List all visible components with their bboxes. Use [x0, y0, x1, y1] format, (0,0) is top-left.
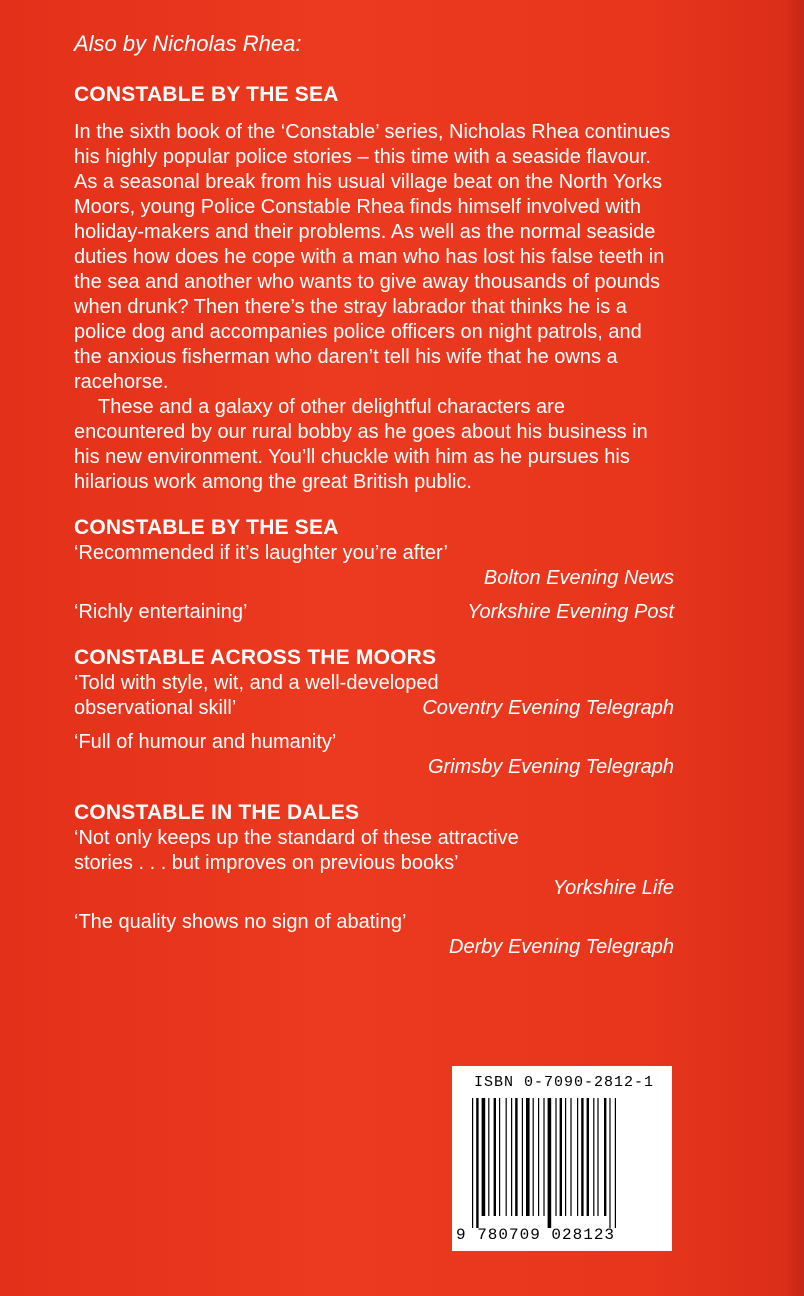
review-quote-continued: observational skill’ [74, 697, 237, 719]
barcode-bar [565, 1098, 566, 1216]
review-source: Coventry Evening Telegraph [422, 697, 674, 719]
barcode-bar [538, 1098, 539, 1216]
barcode-bar [560, 1098, 562, 1216]
barcode-bar [570, 1098, 571, 1216]
blurb-paragraph-2: These and a galaxy of other delightful characters are encountered by our rural bobby as he goes about his business in his new environment. You’ll chuckle with him as he pursues his hilarious work among the great British public. [74, 396, 648, 493]
barcode-bar [511, 1098, 512, 1216]
review-quote: ‘Richly entertaining’ [74, 601, 248, 623]
barcode-bar [587, 1098, 589, 1216]
review-source: Yorkshire Evening Post [467, 601, 674, 623]
cover-edge-shade [786, 0, 804, 1296]
review-row [74, 696, 674, 721]
review-quote: ‘Told with style, wit, and a well-developed [74, 672, 439, 694]
barcode-bar [581, 1098, 583, 1216]
barcode-bar [506, 1098, 507, 1216]
barcode-bar [543, 1098, 544, 1216]
barcode-bar [593, 1098, 594, 1216]
review-source: Derby Evening Telegraph [449, 936, 674, 958]
review-title: CONSTABLE ACROSS THE MOORS [74, 646, 437, 669]
barcode-bar [533, 1098, 534, 1216]
barcode-bar [522, 1098, 523, 1216]
feature-title: CONSTABLE BY THE SEA [74, 83, 339, 106]
barcode-bar [482, 1098, 486, 1216]
feature-blurb [74, 120, 674, 495]
barcode-bar [597, 1098, 598, 1216]
barcode-bar [555, 1098, 556, 1216]
isbn-label: ISBN 0-7090-2812-1 [474, 1074, 655, 1091]
barcode-bar [472, 1098, 473, 1228]
barcode-bar [526, 1098, 530, 1216]
barcode-bar [476, 1098, 478, 1228]
review-source: Bolton Evening News [483, 567, 674, 589]
review-source: Yorkshire Life [552, 877, 674, 899]
review-quote: ‘The quality shows no sign of abating’ [74, 911, 407, 933]
barcode-bar [488, 1098, 489, 1216]
barcode-bar [609, 1098, 610, 1228]
review-quote: ‘Not only keeps up the standard of these attractive [74, 827, 519, 849]
review-source: Grimsby Evening Telegraph [427, 756, 674, 778]
review-quote: ‘Recommended if it’s laughter you’re after’ [74, 542, 448, 564]
barcode-panel [452, 1066, 672, 1251]
barcode-bar [515, 1098, 517, 1216]
barcode-bar [604, 1098, 606, 1216]
barcode-bar [548, 1098, 552, 1228]
barcode-bar [499, 1098, 500, 1216]
barcode-bar [615, 1098, 616, 1228]
review-section-dales [74, 800, 674, 960]
barcode-bars [470, 1098, 656, 1228]
review-quote-continued: stories . . . but improves on previous books’ [74, 852, 459, 874]
barcode-bar [494, 1098, 496, 1216]
review-section-sea [74, 515, 674, 625]
barcode-number: 9 780709 028123 [456, 1226, 616, 1244]
also-by-heading: Also by Nicholas Rhea: [74, 31, 302, 56]
review-title: CONSTABLE BY THE SEA [74, 516, 339, 539]
review-title: CONSTABLE IN THE DALES [74, 801, 360, 824]
review-section-moors [74, 645, 674, 780]
review-row [74, 600, 674, 625]
blurb-paragraph-1: In the sixth book of the ‘Constable’ series, Nicholas Rhea continues his highly popular police stories – this time with a seaside flavour. As a seasonal break from his usual village beat on the North Yorks Moors, young Police Constable Rhea finds himself involved with holiday-makers and their problems. As well as the normal seaside duties how does he cope with a man who has lost his false teeth in the sea and another who wants to give away thousands of pounds when drunk? Then there’s the stray labrador that thinks he is a police dog and accompanies police officers on night patrols, and the anxious fisherman who daren’t tell his wife that he owns a racehorse. [74, 121, 671, 393]
review-quote: ‘Full of humour and humanity’ [74, 731, 337, 753]
barcode-bar [577, 1098, 578, 1216]
cover-text [74, 30, 674, 960]
